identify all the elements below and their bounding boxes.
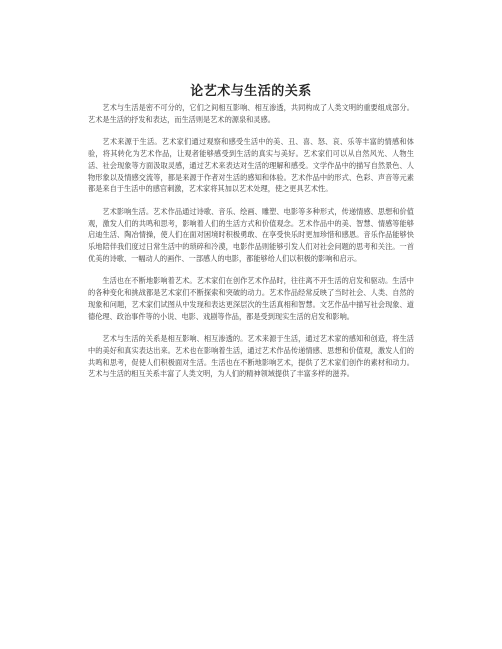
paragraph-5: 艺术与生活的关系是相互影响、相互渗透的。艺术来源于生活，通过艺术家的感知和创造，将生活中的美好和真实表达出来。艺术也在影响着生活，通过艺术作品传递情感、思想和价值观，激发人们的共鸣和思考，促使人们积极面对生活。生活也在不断地影响艺术，提供了艺术家们创作的素材和动力。艺术与生活的相互关系丰富了人类文明，为人们的精神领域提供了丰富多样的滋养。: [88, 334, 414, 379]
paragraph-4: 生活也在不断地影响着艺术。艺术家们在创作艺术作品时，往往离不开生活的启发和驱动。生活中的各种变化和挑战都是艺术家们不断探索和突破的动力。艺术作品经常反映了当时社会、人类、自然的现象和问题，艺术家们试图从中发现和表达更深层次的生活真相和智慧。文艺作品中描写社会现象、道德伦理、政治事件等的小说、电影、戏剧等作品，都是受到现实生活的启发和影响。: [88, 276, 414, 321]
paragraph-3: 艺术影响生活。艺术作品通过诗歌、音乐、绘画、雕塑、电影等多种形式，传递情感、思想和价值观，激发人们的共鸣和思考，影响着人们的生活方式和价值观念。艺术作品中的美、智慧、情感等能够启迪生活、陶冶情操，使人们在面对困境时积极勇敢、在享受快乐时更加珍惜和感恩。音乐作品能够快乐地陪伴我们度过日常生活中的琐碎和冷漠，电影作品则能够引发人们对社会问题的思考和关注。一首优美的诗歌、一幅动人的画作、一部感人的电影，都能够给人们以积极的影响和启示。: [88, 206, 414, 263]
paragraph-1: 艺术与生活是密不可分的，它们之间相互影响、相互渗透，共同构成了人类文明的重要组成部分。艺术是生活的抒发和表达，而生活则是艺术的源泉和灵感。: [88, 103, 414, 124]
document-body: [88, 102, 414, 391]
paragraph-2: 艺术来源于生活。艺术家们通过观察和感受生活中的美、丑、喜、怒、哀、乐等丰富的情感和体验，将其转化为艺术作品，让观者能够感受到生活的真实与美好。艺术家们可以从自然风光、人物生活、社会现象等方面汲取灵感，通过艺术来表达对生活的理解和感受。文学作品中的描写自然景色、人物形象以及情感交流等，都是来源于作者对生活的感知和体验。艺术作品中的形式、色彩、声音等元素都是来自于生活中的感官刺激，艺术家将其加以艺术处理，使之更具艺术性。: [88, 137, 414, 194]
document-title: 论艺术与生活的关系: [190, 84, 312, 99]
